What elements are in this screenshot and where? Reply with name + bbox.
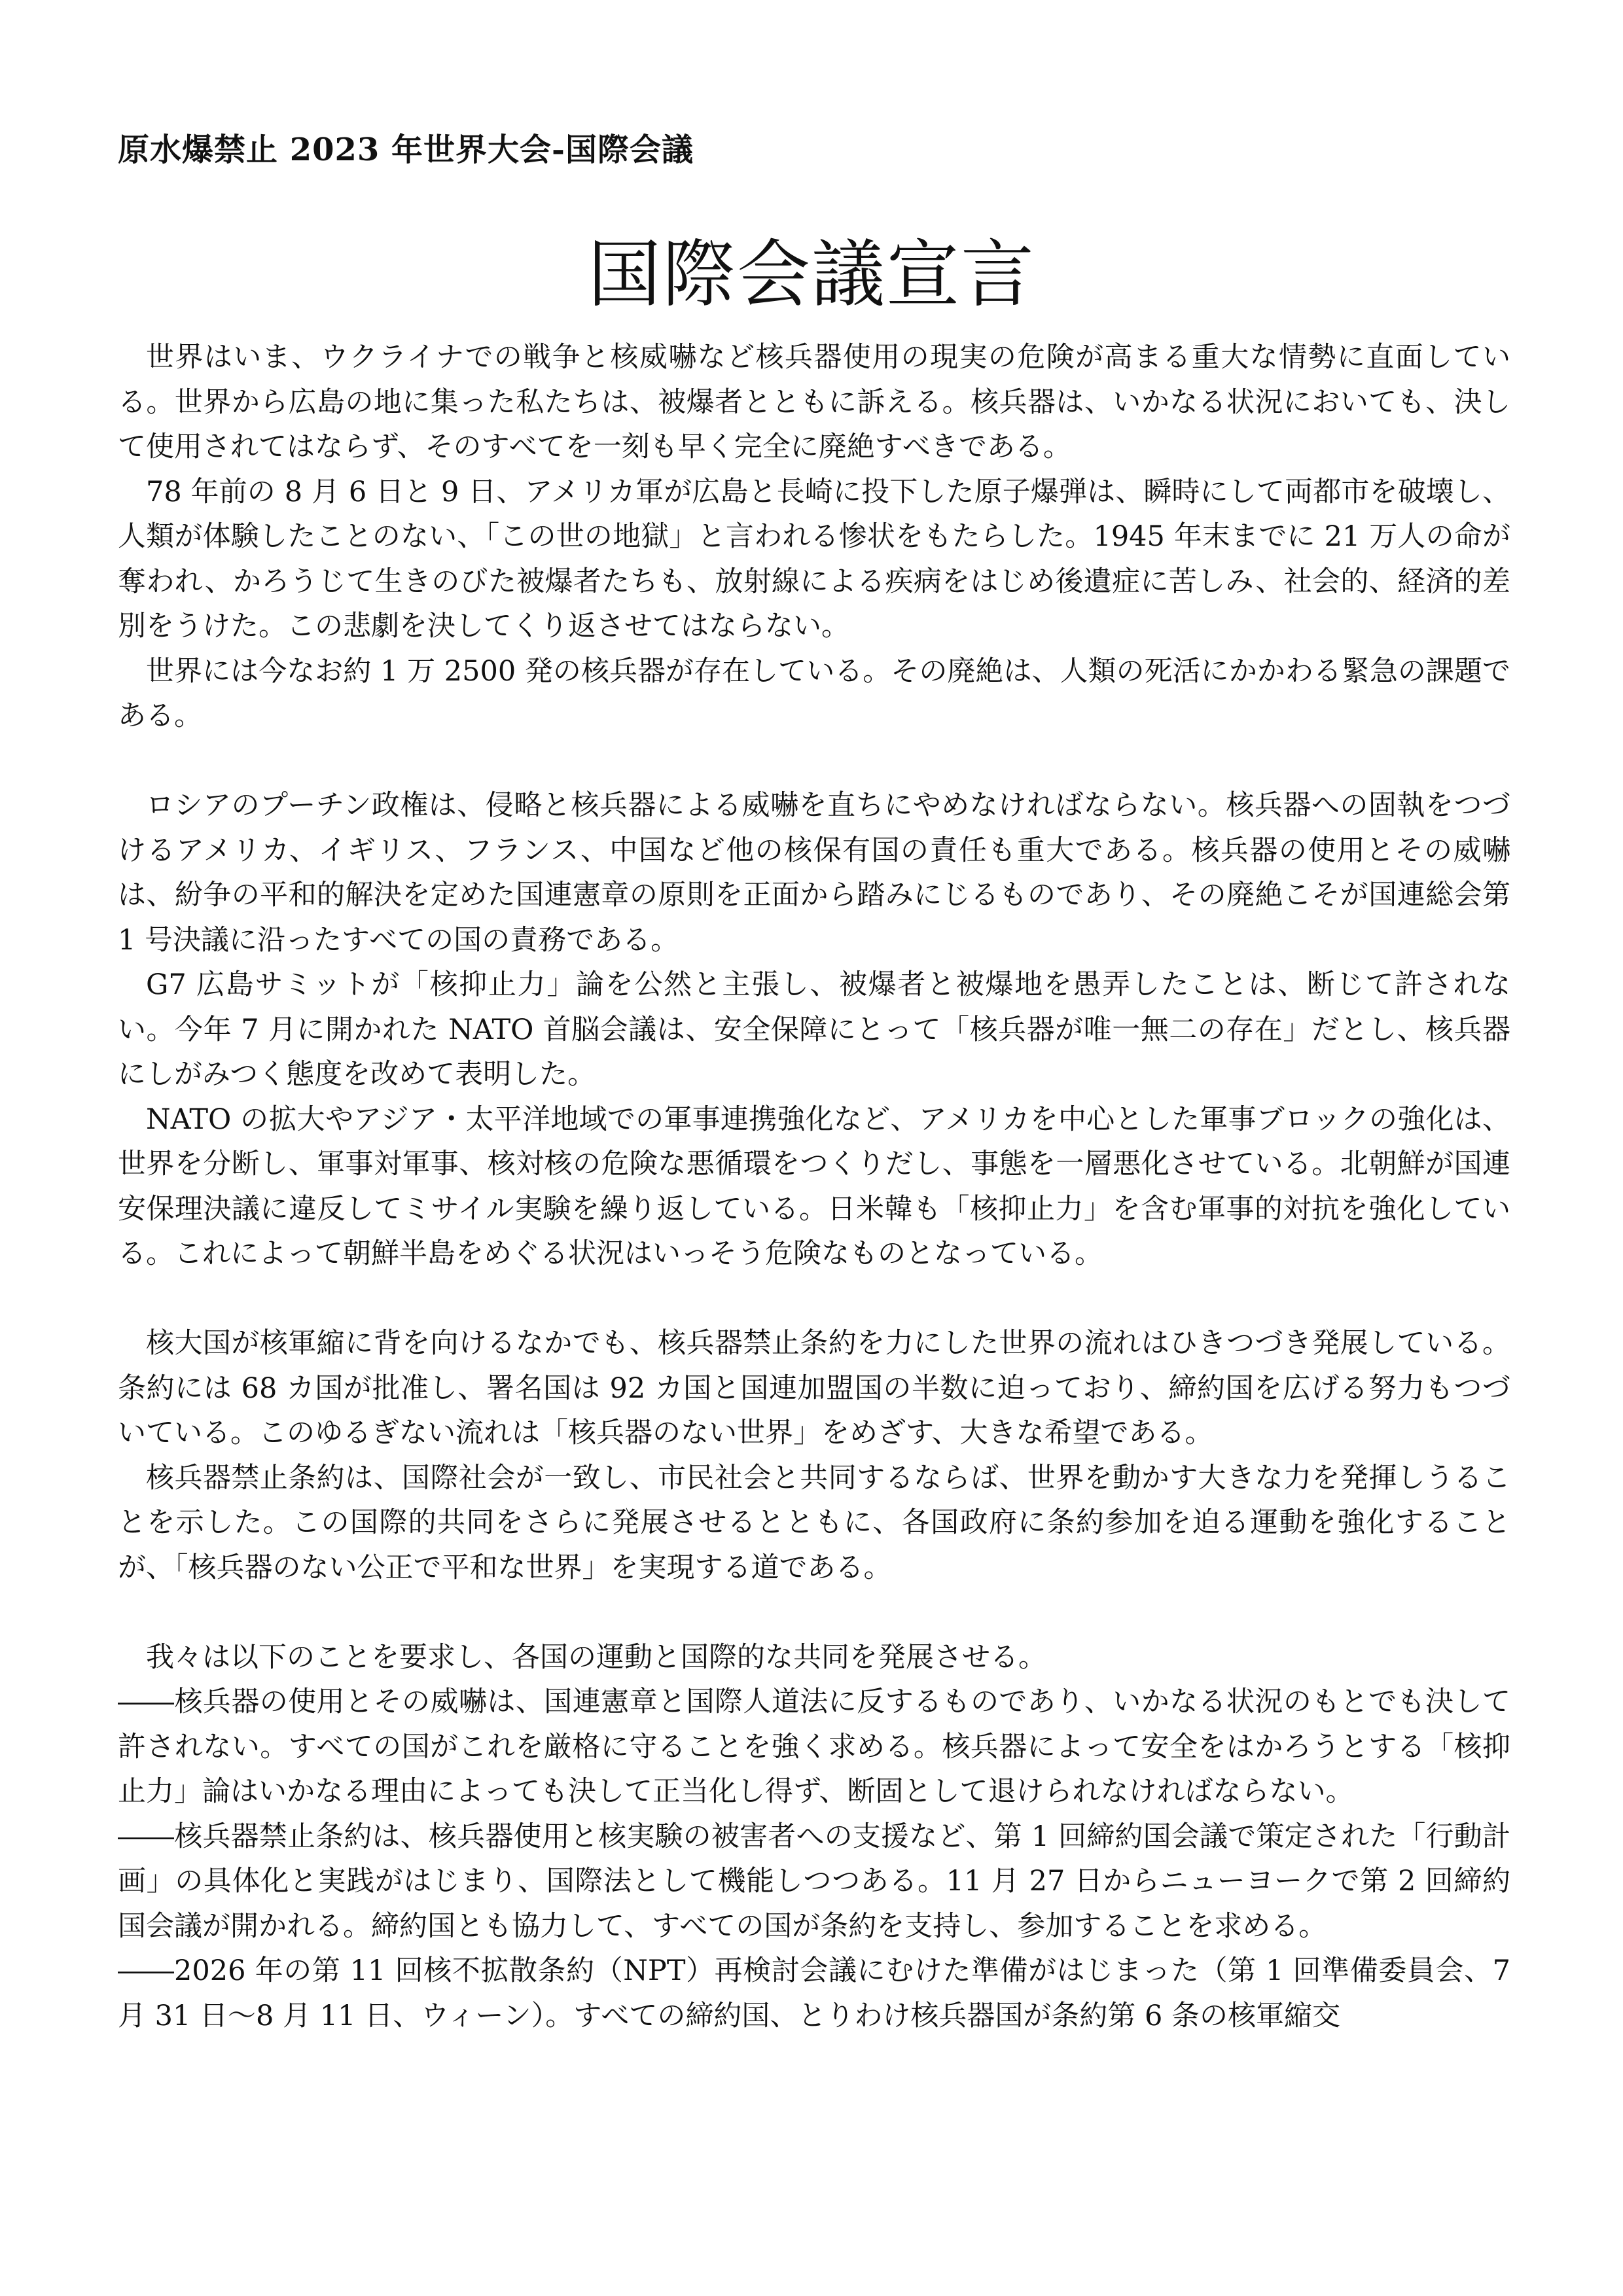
- paragraph: NATO の拡大やアジア・太平洋地域での軍事連携強化など、アメリカを中心とした軍事ブロックの強化は、世界を分断し、軍事対軍事、核対核の危険な悪循環をつくりだし、事態を一層悪化させている。北朝鮮が国連安保理決議に違反してミサイル実験を繰り返している。日米韓も「核抑止力」を含む軍事的対抗を強化している。これによって朝鮮半島をめぐる状況はいっそう危険なものとなっている。: [118, 1103, 1510, 1270]
- paragraph: 世界には今なお約 1 万 2500 発の核兵器が存在している。その廃絶は、人類の死活にかかわる緊急の課題である。: [118, 654, 1510, 732]
- demand-item: ――核兵器の使用とその威嚇は、国連憲章と国際人道法に反するものであり、いかなる状況のもとでも決して許されない。すべての国がこれを厳格に守ることを強く求める。核兵器によって安全をはかろうとする「核抑止力」論はいかなる理由によっても決して正当化し得ず、断固として退けられなければならない。: [118, 1686, 1510, 1808]
- paragraph: 78 年前の 8 月 6 日と 9 日、アメリカ軍が広島と長崎に投下した原子爆弾は、瞬時にして両都市を破壊し、人類が体験したことのない、「この世の地獄」と言われる惨状をもたらした。1945 年末までに 21 万人の命が奪われ、かろうじて生きのびた被爆者たちも、放射線による疾病をはじめ後遺症に苦しみ、社会的、経済的差別をうけた。この悲劇を決してくり返させてはならない。: [118, 475, 1510, 643]
- demand-item: ――核兵器禁止条約は、核兵器使用と核実験の被害者への支援など、第 1 回締約国会議で策定された「行動計画」の具体化と実践がはじまり、国際法として機能しつつある。11 月 27 日からニューヨークで第 2 回締約国会議が開かれる。締約国とも協力して、すべての国が条約を支持し、参加することを求める。: [118, 1820, 1510, 1943]
- paragraph: G7 広島サミットが「核抑止力」論を公然と主張し、被爆者と被爆地を愚弄したことは、断じて許されない。今年 7 月に開かれた NATO 首脳会議は、安全保障にとって「核兵器が唯一無二の存在」だとし、核兵器にしがみつく態度を改めて表明した。: [118, 968, 1510, 1091]
- document-body: [118, 335, 1510, 2038]
- paragraph: 核兵器禁止条約は、国際社会が一致し、市民社会と共同するならば、世界を動かす大きな力を発揮しうることを示した。この国際的共同をさらに発展させるとともに、各国政府に条約参加を迫る運動を強化することが、「核兵器のない公正で平和な世界」を実現する道である。: [118, 1461, 1510, 1584]
- demand-item: ――2026 年の第 11 回核不拡散条約（NPT）再検討会議にむけた準備がはじまった（第 1 回準備委員会、7 月 31 日～8 月 11 日、ウィーン）。すべての締約国、とりわけ核兵器国が条約第 6 条の核軍縮交: [118, 1954, 1510, 2032]
- paragraph: 世界はいま、ウクライナでの戦争と核威嚇など核兵器使用の現実の危険が高まる重大な情勢に直面している。世界から広島の地に集った私たちは、被爆者とともに訴える。核兵器は、いかなる状況においても、決して使用されてはならず、そのすべてを一刻も早く完全に廃絶すべきである。: [118, 341, 1510, 463]
- paragraph: 我々は以下のことを要求し、各国の運動と国際的な共同を発展させる。: [146, 1640, 1046, 1674]
- page-title: 国際会議宣言: [588, 232, 1035, 317]
- section-spacer: [118, 739, 1510, 784]
- section-spacer: [118, 1277, 1510, 1322]
- paragraph: ロシアのプーチン政権は、侵略と核兵器による威嚇を直ちにやめなければならない。核兵器への固執をつづけるアメリカ、イギリス、フランス、中国など他の核保有国の責任も重大である。核兵器の使用とその威嚇は、紛争の平和的解決を定めた国連憲章の原則を正面から踏みにじるものであり、その廃絶こそが国連総会第 1 号決議に沿ったすべての国の責務である。: [118, 789, 1510, 957]
- conference-header: 原水爆禁止 2023 年世界大会-国際会議: [118, 132, 694, 168]
- section-spacer: [118, 1590, 1510, 1635]
- paragraph: 核大国が核軍縮に背を向けるなかでも、核兵器禁止条約を力にした世界の流れはひきつづき発展している。条約には 68 カ国が批准し、署名国は 92 カ国と国連加盟国の半数に迫っており、締約国を広げる努力もつづいている。このゆるぎない流れは「核兵器のない世界」をめざす、大きな希望である。: [118, 1327, 1510, 1449]
